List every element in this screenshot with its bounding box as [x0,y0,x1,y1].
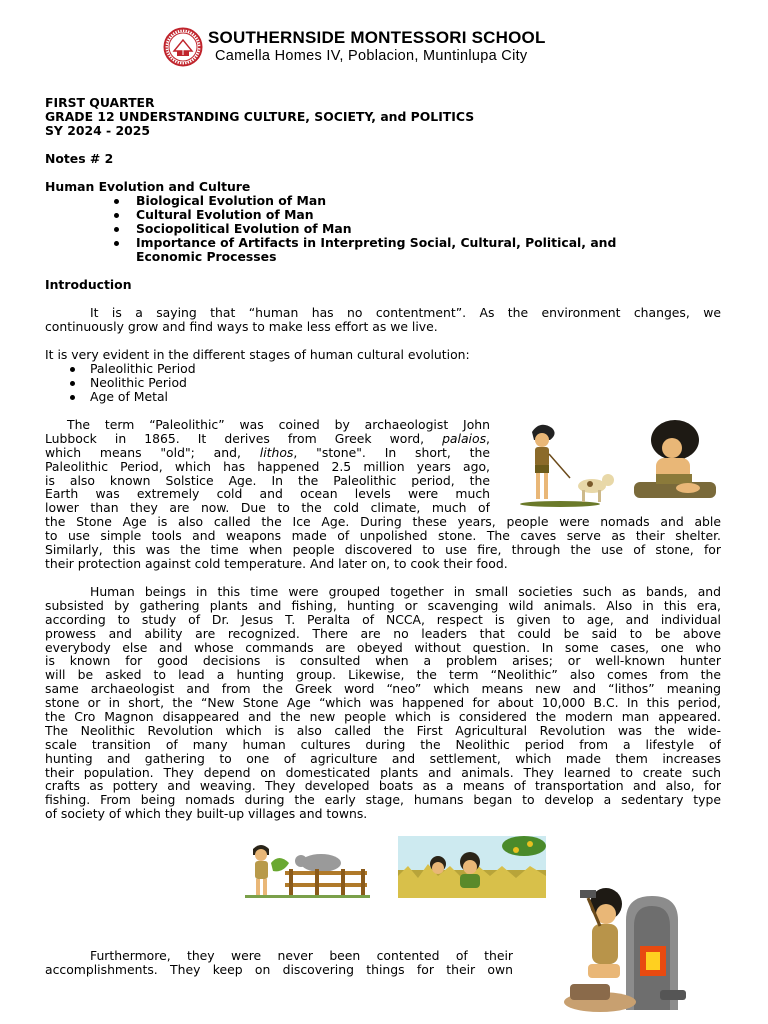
text-line: according to study of Dr. Jesus T. Peralta of NCCA, respect is given to age, and individual [45,612,721,627]
text-line: Furthermore, they were never been contented of their [90,949,513,963]
text-line: Paleolithic Period, which has happened 2.5 million years ago, [45,459,490,474]
topic-item: Sociopolitical Evolution of Man [136,221,352,236]
school-address: Camella Homes IV, Poblacion, Muntinlupa City [215,48,528,64]
topic-item: Biological Evolution of Man [136,193,327,208]
bullet [114,199,119,204]
stage-item: Paleolithic Period [90,361,196,376]
text-line: fishing. From being nomads during the early stage, humans began to develop a sedentary type [45,793,721,808]
text-line: will be asked to lead a hunting group. Likewise, the term “Neolithic” also comes from the [45,668,721,683]
bullet [70,367,75,372]
text-line: same archaeologist and from the Greek word “neo” which means new and “lithos” meaning [45,682,721,697]
school-name: SOUTHERNSIDE MONTESSORI SCHOOL [208,28,546,47]
topic-item: Economic Processes [136,249,277,264]
text-line: Similarly, this was the time when people discovered to use fire, through the use of stone, for [45,542,721,557]
intro-heading: Introduction [45,277,132,292]
bullet [70,395,75,400]
quarter-label: FIRST QUARTER [45,95,155,110]
topic-heading: Human Evolution and Culture [45,179,251,194]
intro-paragraph [45,306,721,334]
human-beings-paragraph [45,585,721,821]
text-line: It is a saying that “human has no contentment”. As the environment changes, we [90,306,721,320]
text-line: accomplishments. They keep on discovering things for their own [45,962,513,977]
school-seal-logo [163,27,203,67]
text-line: the Cro Magnon disappeared and the new people which is considered the modern man appeared. [45,710,721,724]
text-line: The term “Paleolithic” was coined by archaeologist John [67,418,490,432]
text-line: Human beings in this time were grouped together in small societies such as bands, and [90,585,721,599]
text-line: prowess and ability are recognized. There are no leaders that could be said to be above [45,626,721,641]
text-line: to use simple tools and weapons made of unpolished stone. The caves serve as their shelter. [45,528,721,543]
text-line: scale transition of many human cultures during the Neolithic period from a lifestyle of [45,737,721,752]
text-line: the Stone Age is also called the Ice Age. During these years, people were nomads and able [45,515,721,529]
furthermore-paragraph [45,949,513,977]
subject-title: GRADE 12 UNDERSTANDING CULTURE, SOCIETY, and POLITICS [45,109,475,124]
text-line: The Neolithic Revolution which is also called the First Agricultural Revolution was the wide- [45,723,721,738]
text-line: is known for good decisions is consulted when a problem arises; or well-known hunter [45,654,721,669]
text-line: continuously grow and find ways to make less effort as we live. [45,319,438,334]
paleolithic-paragraph-bottom [45,515,721,571]
text-line: their population. They depend on domesticated plants and animals. They learned to create such [45,765,721,780]
bullet [114,227,119,232]
text-line: is also known Solstice Age. In the Paleolithic period, the [45,473,490,488]
notes-number: Notes # 2 [45,151,114,166]
topic-item: Importance of Artifacts in Interpreting Social, Cultural, Political, and [136,235,617,250]
caveman-with-dog-art [520,420,625,510]
bullet [114,241,119,246]
text-line: which means "old"; and, lithos, "stone". In short, the [45,445,490,460]
text-line: subsisted by gathering plants and fishing, hunting or scavenging wild animals. Also in this era, [45,598,721,613]
topic-item: Cultural Evolution of Man [136,207,314,222]
blacksmith-at-forge-art [560,880,695,1014]
people-in-field-art [398,836,546,898]
stages-lead: It is very evident in the different stages of human cultural evolution: [45,347,470,362]
text-line: stone or in short, the “New Stone Age “which was happened for about 10,000 B.C. In this period, [45,696,721,711]
text-line: everybody else and whose commands are obeyed without question. In some cases, one who [45,640,721,655]
stage-item: Neolithic Period [90,375,187,390]
caveman-sitting-art [630,418,720,508]
paleolithic-paragraph-top [45,418,490,515]
text-line: of society of which they built-up villages and towns. [45,807,368,822]
bullet [114,213,119,218]
text-line: Lubbock in 1865. It derives from Greek word, palaios, [45,431,490,446]
text-line: hunting and gathering to one of agriculture and settlement, which made them increases [45,751,721,766]
stage-item: Age of Metal [90,389,168,404]
farmer-with-animals-art [245,843,370,898]
text-line: Earth was extremely cold and ocean levels were much [45,487,490,502]
text-line: lower than they are now. Due to the cold climate, much of [45,501,490,516]
bullet [70,381,75,386]
text-line: crafts as pottery and weaving. They developed boats as a means of transportation and also, for [45,779,721,794]
text-line: their protection against cold temperature. And later on, to cook their food. [45,556,508,571]
school-year: SY 2024 - 2025 [45,123,150,138]
